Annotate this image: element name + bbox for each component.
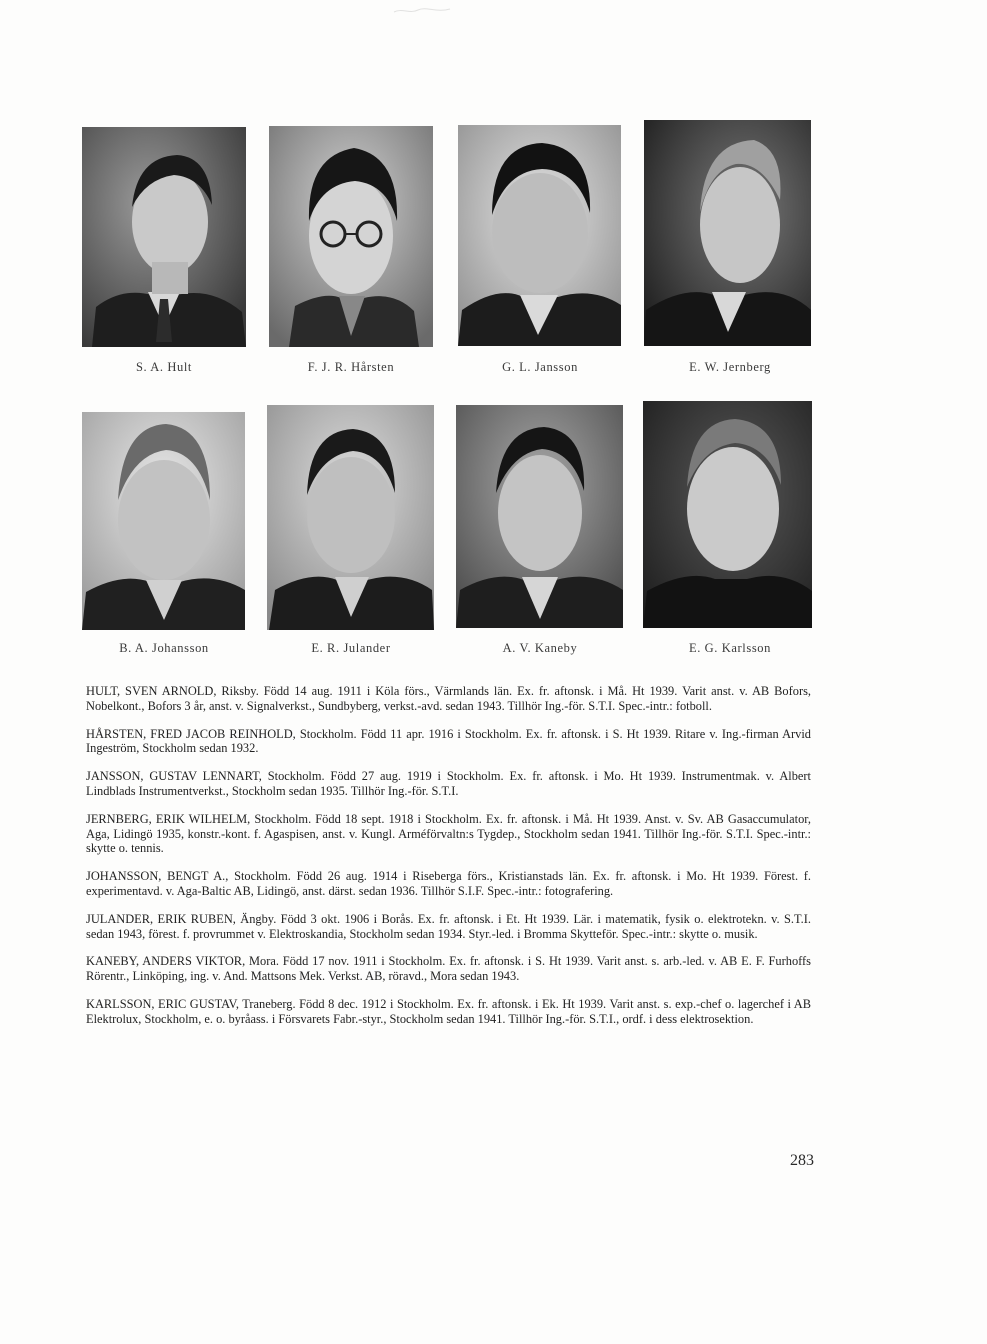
photo-caption: E. G. Karlsson bbox=[688, 641, 771, 655]
biography-entry-karlsson: KARLSSON, ERIC GUSTAV, Traneberg. Född 8 dec. 1912 i Stockholm. Ex. fr. aftonsk. i Ek. Ht 1939. Varit anst. s. exp.-chef o. lagerchef i AB Elektrolux, Stockholm, e. o. byråass. i Försvarets Fabr.-styr., Stockholm sedan 1941. Tillhör Ing.-för. S.T.I., ordf. i dess elektrosektion. bbox=[86, 996, 811, 1026]
portrait-photo-jernberg bbox=[644, 120, 811, 346]
photo-caption: B. A. Johansson bbox=[119, 641, 209, 655]
biography-entry-harsten: HÅRSTEN, FRED JACOB REINHOLD, Stockholm. Född 11 apr. 1916 i Stockholm. Ex. fr. aftonsk. i S. Ht 1939. Ritare v. Ing.-firman Arvid Ingeström, Stockholm sedan 1932. bbox=[86, 726, 811, 756]
portrait-photo-kaneby bbox=[456, 405, 623, 628]
photo-caption: S. A. Hult bbox=[135, 360, 192, 374]
portrait-photo-harsten bbox=[269, 126, 433, 347]
photo-caption: E. W. Jernberg bbox=[689, 360, 771, 374]
biography-entry-jansson: JANSSON, GUSTAV LENNART, Stockholm. Född 27 aug. 1919 i Stockholm. Ex. fr. aftonsk. i Mo. Ht 1939. Instrumentmak. v. Albert Lindblads Instrumentverkst., Stockholm sedan 1935. Tillhör Ing.-för. S.T.I. bbox=[86, 769, 811, 798]
portrait-photo-karlsson bbox=[643, 401, 812, 628]
portrait-photo-hult bbox=[82, 127, 246, 347]
photo-caption: A. V. Kaneby bbox=[502, 641, 578, 655]
portrait-photo-jansson bbox=[458, 125, 621, 346]
photo-caption: G. L. Jansson bbox=[502, 360, 578, 374]
portrait-photo-johansson bbox=[82, 412, 245, 630]
biography-list bbox=[86, 684, 811, 1040]
biography-entry-jernberg: JERNBERG, ERIK WILHELM, Stockholm. Född 18 sept. 1918 i Stockholm. Ex. fr. aftonsk. i Må. Ht 1939. Anst. v. Sv. AB Gasaccumulator, Aga, Lidingö 1935, konstr.-kont. f. Agaspisen, anst. v. Kungl. Arméförvaltn:s Tygdep., Stockholm sedan 1941. Tillhör Ing.-för. S.T.I. Spec.-intr.: skytte o. tennis. bbox=[86, 811, 811, 856]
photo-caption: E. R. Julander bbox=[311, 641, 391, 655]
photo-caption: F. J. R. Hårsten bbox=[307, 360, 395, 374]
biography-entry-julander: JULANDER, ERIK RUBEN, Ängby. Född 3 okt. 1906 i Borås. Ex. fr. aftonsk. i Et. Ht 1939. Lär. i matematik, fysik o. elektrotekn. v. S.T.I. sedan 1943, förest. f. provrummet v. Elektroskandia, Stockholm sedan 1934. Styr.-led. i Bromma Skytteför. Spec.-intr.: skytte o. musik. bbox=[86, 911, 811, 941]
portrait-photo-julander bbox=[267, 405, 434, 630]
biography-entry-hult: HULT, SVEN ARNOLD, Riksby. Född 14 aug. 1911 i Köla förs., Värmlands län. Ex. fr. aftonsk. i Må. Ht 1939. Varit anst. v. AB Bofors, Nobelkont., Bofors 3 år, anst. v. Signalverkst., Sundbyberg, verkst.-avd. sedan 1943. Tillhör Ing.-för. S.T.I. Spec.-intr.: fotboll. bbox=[86, 684, 811, 713]
biography-entry-johansson: JOHANSSON, BENGT A., Stockholm. Född 26 aug. 1914 i Riseberga förs., Kristianstads län. Ex. fr. aftonsk. i Mo. Ht 1939. Förest. f. experimentavd. v. Aga-Baltic AB, Lidingö, anst. därst. sedan 1936. Tillhör S.I.F. Spec.-intr.: fotografering. bbox=[86, 869, 811, 898]
biography-entry-kaneby: KANEBY, ANDERS VIKTOR, Mora. Född 17 nov. 1911 i Stockholm. Ex. fr. aftonsk. i S. Ht 1939. Varit anst. s. arb.-led. v. AB E. F. Furhoffs Rörentr., Linköping, ing. v. And. Mattsons Mek. Verkst. AB, röravd., Mora sedan 1943. bbox=[86, 954, 811, 984]
pencil-smudge-mark bbox=[392, 6, 452, 16]
page-number: 283 bbox=[790, 1152, 814, 1169]
